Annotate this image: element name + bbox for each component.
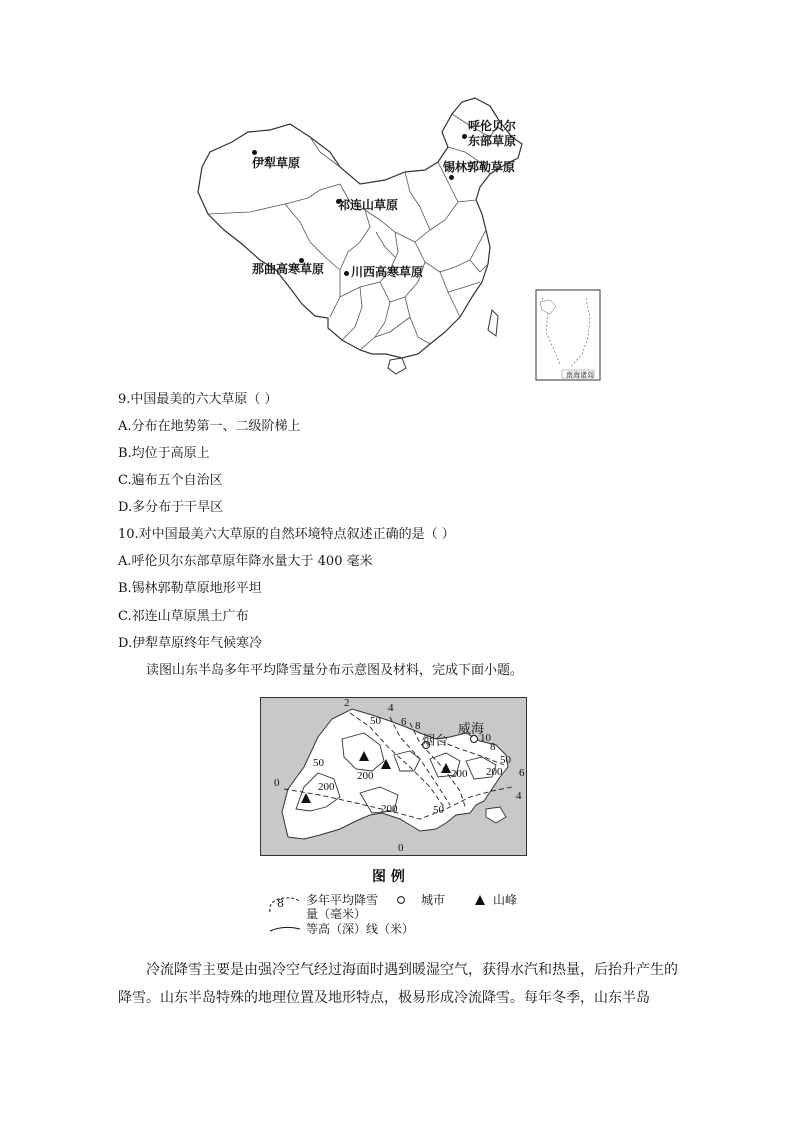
question-9-option-a: A.分布在地势第一、二级阶梯上 [118, 419, 301, 434]
legend-title: 图 例 [372, 869, 405, 885]
legend-contour: 等高（深）线（米） [306, 922, 415, 936]
chuanxi-marker [344, 271, 349, 276]
city-legend-icon [396, 895, 406, 905]
question-9-stem: 9.中国最美的六大草原（ ） [118, 392, 278, 407]
chuanxi-label: 川西高寒草原 [351, 265, 424, 279]
legend-snowfall-line1: 多年平均降雪 [306, 893, 379, 907]
naqu-label: 那曲高寒草原 [252, 262, 325, 276]
contour-legend-icon [268, 924, 302, 934]
legend-peak: 山峰 [493, 893, 518, 907]
hulunbuir-label-2: 东部草原 [468, 134, 517, 148]
isoline-value: 200 [486, 766, 503, 778]
isoline-value: 8 [415, 720, 421, 732]
legend-snowfall-line2: 量（毫米） [306, 907, 367, 921]
inset-caption: 南海诸岛 [566, 371, 594, 379]
snowfall-legend-icon [266, 894, 302, 916]
question-9-option-c: C.遍布五个自治区 [118, 473, 223, 488]
material-text: 冷流降雪主要是由强冷空气经过海面时遇到暖湿空气，获得水汽和热量，后抬升产生的降雪。山东半岛特殊的地理位置及地形特点，极易形成冷流降雪。每年冬季，山东半岛 [118, 962, 678, 1006]
isoline-value: 50 [313, 757, 324, 769]
hainan-island [388, 358, 406, 374]
material-paragraph [118, 956, 678, 1012]
isoline-value: 200 [381, 803, 398, 815]
weihai-label: 威海 [458, 722, 485, 737]
isoline-value: 50 [500, 754, 511, 766]
legend-sample-value: 8 [277, 897, 284, 910]
intro-text: 读图山东半岛多年平均降雪量分布示意图及材料，完成下面小题。 [146, 663, 524, 678]
isoline-value: 0 [398, 842, 404, 854]
isoline-value: 4 [388, 702, 394, 714]
isoline-value: 50 [370, 715, 381, 727]
xilingol-marker [449, 175, 454, 180]
question-9-option-b: B.均位于高原上 [118, 446, 210, 461]
isoline-value: 2 [344, 697, 350, 709]
hulunbuir-label-1: 呼伦贝尔 [468, 119, 517, 133]
question-9-option-d: D.多分布于干旱区 [118, 500, 224, 515]
legend-city: 城市 [421, 893, 446, 907]
isoline-value: 8 [490, 741, 496, 753]
isoline-value: 6 [401, 716, 407, 728]
isoline-value: 4 [516, 790, 522, 802]
yili-label: 伊犁草原 [252, 156, 301, 170]
question-10-stem: 10.对中国最美六大草原的自然环境特点叙述正确的是（ ） [118, 527, 455, 542]
isoline-value: 200 [318, 781, 335, 793]
xilingol-label: 锡林郭勒草原 [443, 160, 516, 174]
question-10-option-a: A.呼伦贝尔东部草原年降水量大于 400 毫米 [118, 554, 373, 569]
china-map [190, 92, 610, 384]
question-10-option-c: C.祁连山草原黑土广布 [118, 609, 249, 624]
isoline-value: 200 [357, 770, 374, 782]
question-10-option-b: B.锡林郭勒草原地形平坦 [118, 581, 262, 596]
isoline-value: 0 [274, 777, 280, 789]
qilian-label: 祁连山草原 [338, 198, 399, 212]
isoline-value: 200 [451, 768, 468, 780]
isoline-value: 10 [480, 732, 491, 744]
yantai-label: 烟台 [422, 734, 449, 749]
isoline-value: 6 [519, 767, 525, 779]
yili-marker [252, 150, 257, 155]
taiwan-island [488, 310, 498, 336]
isoline-value: 50 [433, 804, 444, 816]
peak-legend-icon [474, 894, 486, 906]
question-10-option-d: D.伊犁草原终年气候寒冷 [118, 636, 263, 651]
hulunbuir-marker [462, 134, 467, 139]
